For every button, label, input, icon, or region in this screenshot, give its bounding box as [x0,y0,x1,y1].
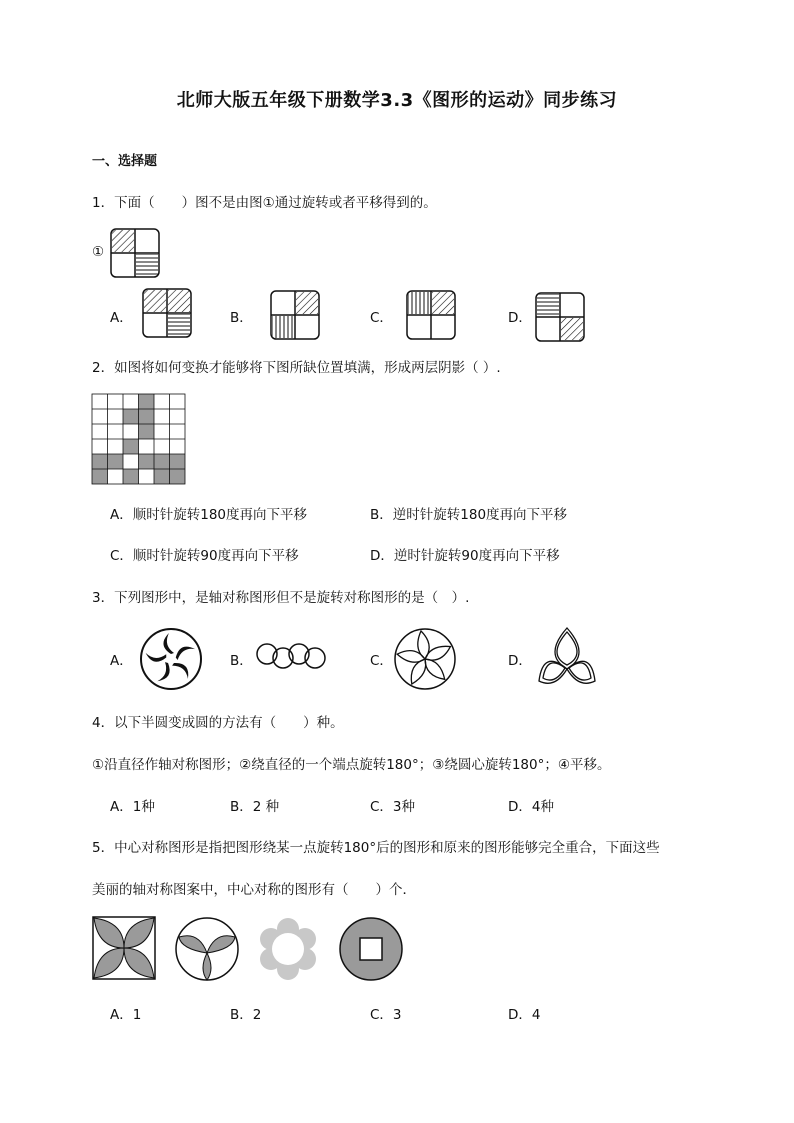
q3-option-c-petal-circle [393,627,457,691]
q5-option-c[interactable]: C．3 [370,1007,402,1023]
q3-option-b-label[interactable]: B． [230,653,253,669]
section-header: 一、选择题 [92,154,158,169]
q4-text: 4．以下半圆变成圆的方法有（ ）种。 [92,715,344,731]
q3-option-d-triquetra [533,625,601,687]
q1-option-a-figure [142,288,192,338]
q5-figure-circle-three-petals [174,916,240,982]
q1-text: 1．下面（ ）图不是由图①通过旋转或者平移得到的。 [92,195,437,211]
q1-reference-figure [110,228,160,278]
q3-option-b-rings [255,641,327,673]
q2-option-a[interactable]: A．顺时针旋转180度再向下平移 [110,507,308,523]
q1-option-c-figure [406,290,456,340]
q1-figure-label: ① [92,244,105,260]
q2-option-b[interactable]: B．逆时针旋转180度再向下平移 [370,507,568,523]
q2-text: 2．如图将如何变换才能够将下图所缺位置填满，形成两层阴影（ ）. [92,360,501,376]
q1-option-b-label[interactable]: B． [230,310,253,326]
q4-option-d[interactable]: D．4种 [508,799,554,815]
q3-option-d-label[interactable]: D． [508,653,532,669]
q4-methods: ①沿直径作轴对称图形；②绕直径的一个端点旋转180°；③绕圆心旋转180°；④平移。 [92,757,611,773]
q5-option-b[interactable]: B．2 [230,1007,262,1023]
q5-figure-coin [338,916,404,982]
q2-option-d[interactable]: D．逆时针旋转90度再向下平移 [370,548,560,564]
q5-figure-flower [256,918,320,980]
q1-option-d-label[interactable]: D． [508,310,532,326]
q2-option-c[interactable]: C．顺时针旋转90度再向下平移 [110,548,299,564]
q3-text: 3．下列图形中，是轴对称图形但不是旋转对称图形的是（ ）. [92,590,470,606]
q4-option-c[interactable]: C．3种 [370,799,416,815]
q5-figure-square-petals [92,916,156,980]
q1-option-b-figure [270,290,320,340]
q5-text-line2: 美丽的轴对称图案中，中心对称的图形有（ ）个． [92,882,416,898]
q2-grid-figure [92,394,185,484]
q1-option-c-label[interactable]: C． [370,310,393,326]
q5-text-line1: 5．中心对称图形是指把图形绕某一点旋转180°后的图形和原来的图形能够完全重合，下面这些 [92,840,660,856]
q1-option-d-figure [535,292,585,342]
q4-option-a[interactable]: A．1种 [110,799,155,815]
q3-option-c-label[interactable]: C． [370,653,393,669]
page-title: 北师大版五年级下册数学3.3《图形的运动》同步练习 [176,90,618,111]
q5-option-d[interactable]: D．4 [508,1007,541,1023]
q4-option-b[interactable]: B．2 种 [230,799,280,815]
q3-option-a-pinwheel-circle [139,627,203,691]
q5-option-a[interactable]: A．1 [110,1007,142,1023]
q3-option-a-label[interactable]: A． [110,653,133,669]
q1-option-a-label[interactable]: A． [110,310,133,326]
